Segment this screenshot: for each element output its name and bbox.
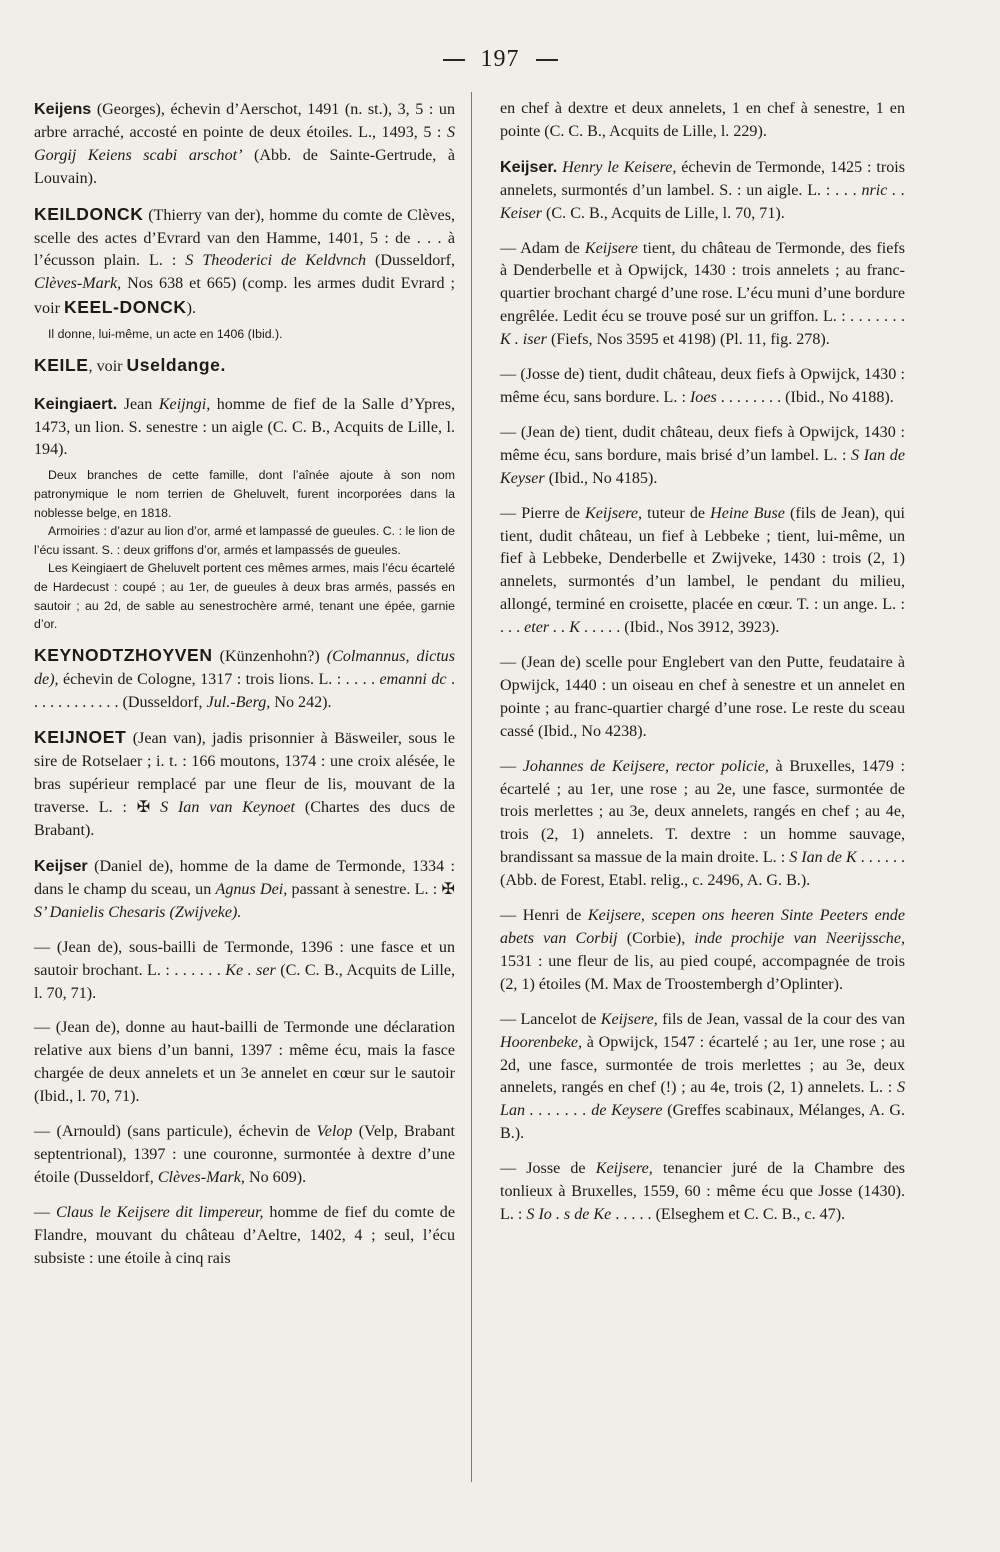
entry-text: — (Jean de) scelle pour Englebert van den Putte, feudataire à Opwijck, 1440 : un oiseau en chef à senestre et un annelet en pointe ; au franc-quartier chargé d’une rose. Le reste du sceau cassé (Ibid., No 4238).	[500, 654, 905, 740]
entry-jean-declaration	[34, 1017, 455, 1109]
person-name: (Colmannus, dictus de),	[34, 647, 455, 688]
page-number: 197	[480, 46, 520, 72]
seal-legend: S Lan . . . . . . . de Keysere	[500, 1079, 905, 1120]
entry-keijser-daniel	[34, 855, 455, 925]
entry-text: . . . . . . (Abb. de Forest, Etabl. relig., c. 2496, A. G. B.).	[500, 849, 906, 890]
entry-keijens	[34, 98, 455, 191]
entry-text: homme de fief de la Salle d’Ypres, 1473, un lion. S. senestre : un aigle (C. C. B., Acquits de Lille, l. 194).	[34, 395, 455, 459]
entry-text: — Josse de	[500, 1160, 596, 1178]
entry-text: . . . . . . . . (Ibid., No 4188).	[716, 388, 894, 406]
seal-legend: emanni dc	[379, 670, 447, 688]
entry-text: Nos 638 et 665) (comp. les armes dudit Evrard ; voir	[34, 275, 455, 318]
right-column	[500, 98, 905, 1239]
entry-lancelot	[500, 1009, 905, 1146]
entry-text: , voir	[88, 357, 127, 375]
person-name: Claus le Keijsere dit limpereur,	[55, 1203, 264, 1221]
entry-text: — (Jean de), donne au haut-bailli de Termonde une déclaration relative aux biens d’un banni, 1397 : même écu, mais la fasce chargée de deux annelets et un 3e annelet en cœur sur le sautoir (Ibid., l. 70, 71).	[34, 1019, 455, 1106]
entry-keynodtzhoyven	[34, 644, 455, 715]
entry-text: (Jean van), jadis prisonnier à Bäsweiler, sous le sire de Rotselaer ; i. t. : 166 moutons, 1374 : une croix alésée, le bras supérieur remplacé par une fleur de lis, mouvant de la traverse. L. : ✠	[34, 730, 455, 817]
entry-text: — Adam de	[500, 239, 585, 257]
entry-heading: KEILE	[34, 354, 89, 375]
person-name: Heine Buse	[710, 504, 785, 522]
entry-text: (Chartes des ducs de Brabant).	[34, 799, 455, 840]
place-name: Hoorenbeke,	[500, 1033, 583, 1051]
entry-text: —	[34, 1203, 56, 1221]
entry-text: . . . . . (Ibid., Nos 3912, 3923).	[580, 619, 780, 637]
header-dash-right	[536, 59, 558, 61]
entry-claus	[34, 1202, 455, 1271]
entry-text: (fils de Jean), qui tient, dudit château, un fief à Lebbeke ; tient, lui-même, un fief à Lebbeke, Denderbelle et Zwijveke, 1430 : trois (2, 1) annelets, surmontés d’un lambel, le pendant du milieu, allongé, terminé en croisette, placée en cœur. T. : un ange. L. : . . .	[500, 504, 905, 637]
entry-josse-1559	[500, 1158, 905, 1227]
entry-text: tient, du château de Termonde, des fiefs à Denderbelle et à Opwijck, 1430 : trois annelets ; au franc-quartier brochant chargé d’une rose. L’écu muni d’une bordure engrêlée. Ledit écu se trouve posé sur un griffon. L. : . . . . . . .	[500, 239, 905, 326]
place-name: Velop	[316, 1123, 353, 1141]
seal-legend: K . iser	[500, 331, 547, 349]
entry-text: —	[500, 757, 523, 775]
entry-note	[34, 325, 455, 344]
entry-text: . . . . . . . . . . . . (Dusseldorf,	[34, 670, 456, 711]
cross-reference: KEEL-DONCK	[63, 297, 187, 318]
entry-text: (Dusseldorf,	[366, 252, 455, 270]
entry-jean-lambel	[500, 422, 905, 491]
entry-jean-putte	[500, 652, 905, 744]
entry-heading: Keijser	[34, 856, 88, 875]
entry-text: ).	[186, 300, 197, 318]
entry-heading: KEYNODTZHOYVEN	[34, 644, 213, 665]
seal-legend: S Gorgij Keiens scabi arschot’	[34, 123, 455, 164]
note-paragraph: Les Keingiaert de Gheluvelt portent ces mêmes armes, mais l’écu écartelé de Hardecust : coupé ; au 1er, de gueules à deux bras armés, passés en sautoir ; au 2d, de sable au senestrochère armé, tenant une épée, garnie d’or.	[34, 561, 455, 632]
entry-text: tuteur de	[642, 504, 711, 522]
seal-legend: S Ian de K	[789, 849, 857, 867]
entry-text: No 609).	[244, 1168, 307, 1186]
entry-text: — Pierre de	[500, 504, 586, 522]
person-name: Johannes de Keijsere, rector policie,	[522, 757, 769, 775]
person-name: Keijsere,	[585, 504, 643, 522]
seal-legend: S Ian de Keyser	[500, 446, 905, 487]
person-name: Keijsere,	[595, 1160, 653, 1178]
entry-jean-sousbailli	[34, 937, 455, 1006]
entry-josse	[500, 364, 905, 410]
person-name: Keijngi,	[158, 395, 211, 413]
entry-keildonck	[34, 203, 455, 322]
header-dash-left	[443, 59, 465, 61]
entry-text: No 242).	[270, 693, 332, 711]
entry-notes	[34, 466, 455, 633]
entry-text: (Ibid., No 4185).	[544, 469, 658, 487]
person-name: Keijsere,	[600, 1010, 658, 1028]
note-paragraph: Deux branches de cette famille, dont l’aînée ajoute à son nom patronymique le nom terrien de Gheluvelt, furent incorporées dans la noblesse belge, en 1818.	[34, 468, 455, 520]
entry-text: — Henri de	[500, 907, 588, 925]
entry-text: (Abb. de Sainte-Gertrude, à Louvain).	[34, 146, 456, 187]
entry-heading: KEILDONCK	[34, 203, 144, 224]
entry-text: — Lancelot de	[500, 1010, 601, 1028]
entry-text: fils de Jean, vassal de la cour des van	[657, 1010, 905, 1028]
seal-legend: S Ian van Keynoet	[160, 799, 296, 817]
source-archive: Jul.-Berg,	[206, 693, 271, 711]
entry-text: (C. C. B., Acquits de Lille, l. 70, 71).	[542, 204, 785, 222]
person-name: Keijsere	[584, 239, 638, 257]
page-header	[0, 46, 1000, 73]
entry-text: homme de fief du comte de Flandre, mouvant du château d’Aeltre, 1402, 4 ; seul, l’écu subsiste : une étoile à cinq rais	[34, 1203, 455, 1267]
seal-legend: S Theoderici de Keldvnch	[185, 252, 366, 270]
entry-text: (Corbie),	[617, 930, 695, 947]
entry-text: . . . . . (Elseghem et C. C. B., c. 47).	[611, 1205, 846, 1223]
entry-pierre	[500, 503, 905, 640]
seal-legend: Ioes	[689, 388, 717, 406]
note-paragraph: Armoiries : d’azur au lion d’or, armé et lampassé de gueules. C. : le lion de l’écu issant. S. : deux griffons d’or, armés et lampassés de gueules.	[34, 524, 455, 557]
entry-text: échevin de Cologne, 1317 : trois lions. L. : . . . .	[58, 670, 380, 688]
source-archive: Clèves-Mark,	[157, 1168, 245, 1186]
entry-text: — (Jean de) tient, dudit château, deux fiefs à Opwijck, 1430 : même écu, sans bordure, mais brisé d’un lambel. L. :	[500, 423, 905, 464]
entry-text: (Georges), échevin d’Aerschot, 1491 (n. st.), 3, 5 : un arbre arraché, accosté en pointe de deux étoiles. L., 1493, 5 :	[34, 101, 455, 141]
entry-text: (Velp, Brabant septentrional), 1397 : une couronne, surmontée à dextre d’une étoile (Dusseldorf,	[34, 1123, 455, 1186]
entry-heading: KEIJNOET	[34, 727, 127, 748]
entry-text: échevin de Termonde, 1425 : trois annelets, surmontés d’un lambel. S. : un aigle. L. : . . .	[500, 158, 906, 199]
left-column	[34, 98, 455, 1282]
note-paragraph: Il donne, lui-même, un acte en 1406 (Ibid.).	[48, 327, 283, 342]
entry-text: 1531 : une fleur de lis, au pied coupé, accompagnée de trois (2, 1) étoiles (M. Max de Troostembergh d’Oplinter).	[500, 952, 905, 993]
entry-heading: Keijens	[34, 100, 92, 118]
entry-text: en chef à dextre et deux annelets, 1 en chef à senestre, 1 en pointe (C. C. B., Acquits de Lille, l. 229).	[500, 100, 905, 140]
entry-text: (Greffes scabinaux, Mélanges, A. G. B.).	[500, 1102, 905, 1143]
entry-keijnoet	[34, 726, 455, 843]
entry-text: — (Arnould) (sans particule), échevin de	[34, 1123, 317, 1141]
entry-heading: Keingiaert.	[34, 394, 118, 413]
entry-text: Jean	[117, 395, 159, 413]
entry-text: tenancier juré de la Chambre des tonlieux à Bruxelles, 1559, 60 : même écu que Josse (1430). L. :	[500, 1160, 905, 1223]
seal-legend: Ke . ser	[225, 961, 276, 979]
entry-text: à Bruxelles, 1479 : écartelé ; au 1er, une rose ; au 2e, une fasce, surmontée de trois merlettes ; au 3e, deux annelets, rangés en chef ; au 4e, trois (2, 1) annelets. T. dextre : un homme sauvage, brandissant sa massue de la main droite. L. :	[500, 757, 905, 867]
entry-text: passant à senestre. L. : ✠	[287, 880, 455, 898]
person-name: Keijsere, scepen ons heeren Sinte Peeters ende abets van Corbij	[500, 907, 905, 947]
entry-text: — (Jean de), sous-bailli de Termonde, 1396 : une fasce et un sautoir brochant. L. : . . . . . .	[34, 938, 455, 979]
source-archive: Clèves-Mark,	[34, 275, 122, 293]
cross-reference: Useldange.	[126, 354, 226, 375]
entry-keijser-henry	[500, 156, 905, 226]
entry-text: (Künzenhohn?)	[212, 647, 327, 665]
entry-text: (C. C. B., Acquits de Lille, l. 70, 71).	[34, 961, 455, 1002]
place-name: inde prochije van Neerijssche,	[694, 930, 905, 947]
entry-text: (Daniel de), homme de la dame de Termonde, 1334 : dans le champ du sceau, un	[34, 857, 455, 898]
entry-text: — (Josse de) tient, dudit château, deux fiefs à Opwijck, 1430 : même écu, sans bordure. L. :	[500, 366, 905, 406]
seal-legend: S Io . s de Ke	[526, 1205, 612, 1223]
entry-arnould	[34, 1121, 455, 1190]
column-divider	[471, 92, 472, 1482]
seal-legend: eter . . K	[524, 619, 581, 637]
entry-heading: Keijser.	[500, 157, 558, 176]
emblem-name: Agnus Dei,	[215, 880, 288, 898]
entry-keile	[34, 354, 455, 379]
entry-text: à Opwijck, 1547 : écartelé ; au 1er, une rose ; au 2d, une fasce, surmontée de trois merlettes ; au 3e, deux annelets, rangés en chef (!) ; au 4e, trois (2, 1) annelets. L. :	[500, 1033, 905, 1097]
seal-legend: nric . . Keiser	[500, 181, 905, 222]
seal-legend: S’ Danielis Chesaris (Zwijveke).	[34, 903, 242, 921]
entry-adam	[500, 238, 905, 353]
person-name: Henry le Keisere,	[562, 158, 677, 176]
entry-text: (Thierry van der), homme du comte de Clèves, scelle des actes d’Evrard van den Hamme, 1401, 5 : de . . . à l’écusson plain. L. :	[34, 206, 455, 270]
entry-henri	[500, 905, 905, 997]
entry-keingiaert	[34, 393, 455, 463]
entry-text: (Fiefs, Nos 3595 et 4198) (Pl. 11, fig. 278).	[546, 331, 830, 349]
entry-claus-continued	[500, 98, 905, 144]
entry-johannes	[500, 756, 905, 893]
